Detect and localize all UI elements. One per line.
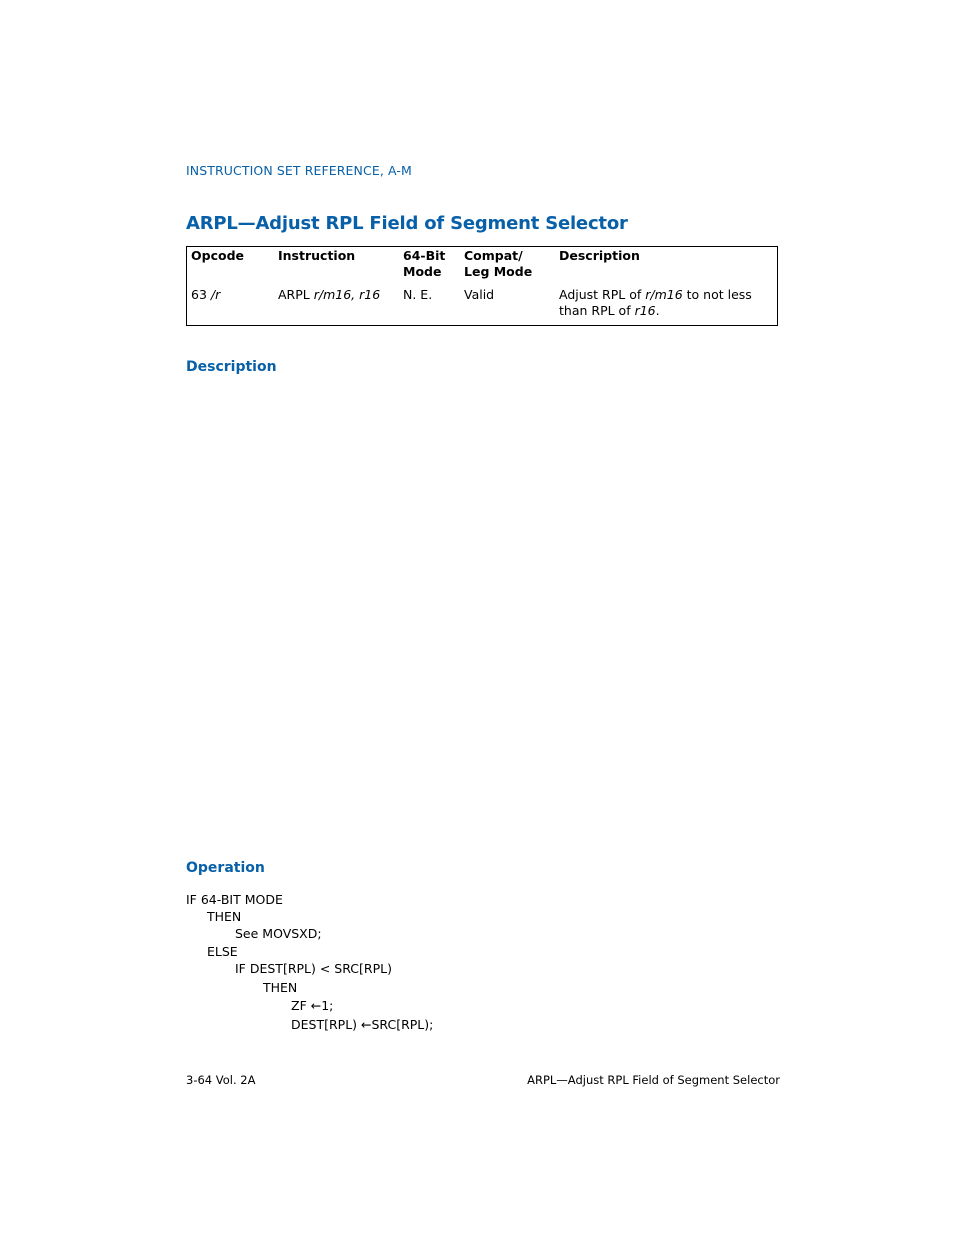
- header-instruction: Instruction: [278, 248, 356, 263]
- header-compat-line1: Compat/: [464, 248, 523, 263]
- running-header: INSTRUCTION SET REFERENCE, A-M: [186, 163, 412, 178]
- opcode-main: 63: [191, 287, 211, 302]
- cell-compat-leg-mode: Valid: [464, 287, 495, 302]
- desc-part2: to not less than RPL of: [559, 287, 752, 318]
- footer-title: ARPL—Adjust RPL Field of Segment Selector: [527, 1073, 780, 1087]
- code-line: ZF ←1;: [291, 998, 334, 1013]
- code-line: IF 64-BIT MODE: [186, 892, 283, 907]
- cell-instruction: [278, 287, 380, 303]
- desc-part1: Adjust RPL of: [559, 287, 646, 302]
- opcode-table: [186, 246, 778, 326]
- header-64bit-mode-line2: Mode: [403, 264, 442, 279]
- header-64bit-mode: [403, 248, 445, 280]
- instruction-italic: r/m16, r16: [313, 287, 381, 302]
- opcode-italic: /r: [210, 287, 221, 302]
- footer-page-number: 3-64 Vol. 2A: [186, 1073, 256, 1087]
- desc-italic2: r16: [634, 303, 656, 318]
- desc-italic1: r/m16: [645, 287, 683, 302]
- header-64bit-mode-line1: 64-Bit: [403, 248, 446, 263]
- code-line: DEST[RPL) ←SRC[RPL);: [291, 1017, 434, 1032]
- header-opcode: Opcode: [191, 248, 244, 263]
- page-title: ARPL—Adjust RPL Field of Segment Selector: [186, 213, 628, 234]
- section-heading-operation: Operation: [186, 860, 265, 876]
- cell-64bit-mode: N. E.: [403, 287, 433, 302]
- code-line: See MOVSXD;: [235, 926, 322, 941]
- instruction-main: ARPL: [278, 287, 314, 302]
- header-compat-line2: Leg Mode: [464, 264, 533, 279]
- section-heading-description: Description: [186, 359, 277, 375]
- code-line: THEN: [263, 980, 298, 995]
- desc-part3: .: [655, 303, 660, 318]
- code-line: THEN: [207, 909, 242, 924]
- header-compat-leg-mode: [464, 248, 532, 280]
- cell-description: [559, 287, 769, 319]
- cell-opcode: [191, 287, 220, 303]
- code-line: IF DEST[RPL) < SRC[RPL): [235, 961, 392, 976]
- code-line: ELSE: [207, 944, 238, 959]
- header-description: Description: [559, 248, 640, 263]
